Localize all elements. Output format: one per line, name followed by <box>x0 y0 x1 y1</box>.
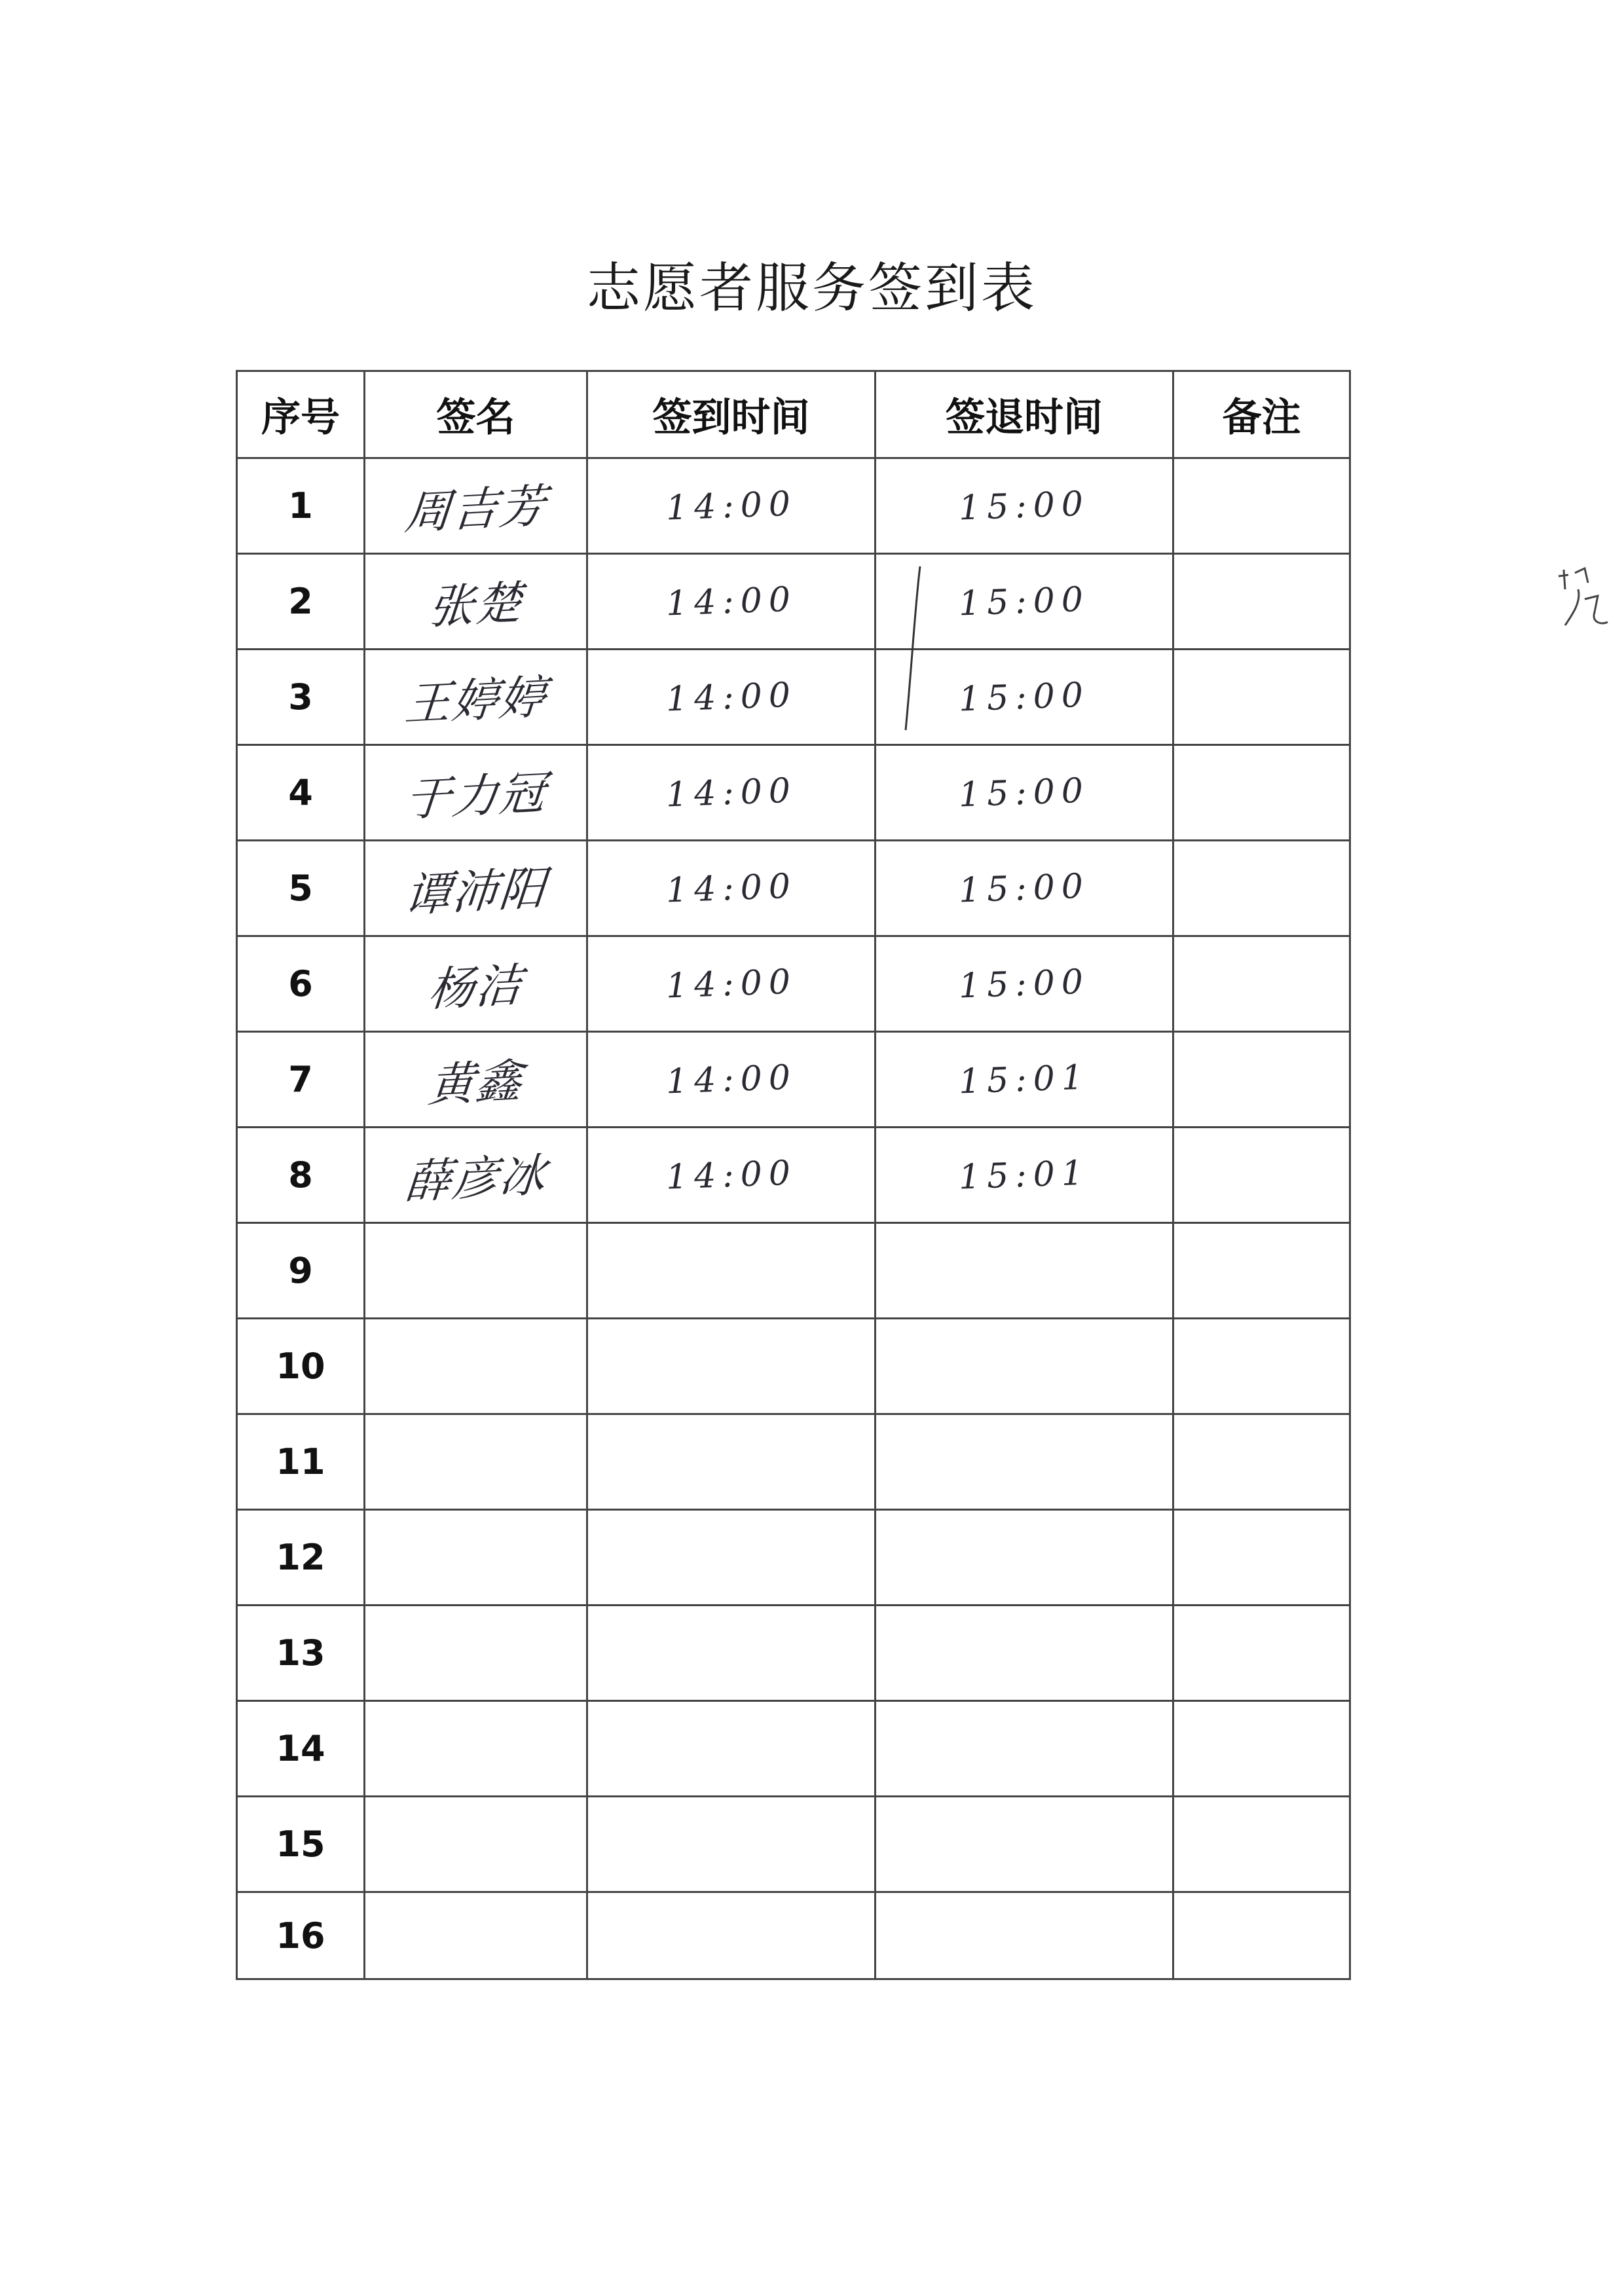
sign-in-time-cell <box>587 554 876 650</box>
handwritten-signature: 王婷婷 <box>402 670 549 731</box>
handwritten-sign-out-time: 15:01 <box>958 1057 1090 1101</box>
table-row <box>237 1701 1350 1797</box>
sign-in-time-cell <box>587 1797 876 1892</box>
handwritten-sign-in-time: 14:00 <box>665 866 798 910</box>
sign-out-time-cell <box>876 1701 1173 1797</box>
sign-out-time-cell <box>876 458 1173 554</box>
pen-stroke-mark <box>900 563 927 733</box>
row-index-cell: 10 <box>237 1319 365 1414</box>
sign-in-time-cell <box>587 1319 876 1414</box>
sign-out-time-cell <box>876 1223 1173 1319</box>
row-index-cell: 6 <box>237 936 365 1032</box>
table-row <box>237 1128 1350 1223</box>
sign-out-time-cell <box>876 1414 1173 1510</box>
sign-out-time-cell <box>876 1606 1173 1701</box>
handwritten-sign-in-time: 14:00 <box>665 1057 798 1101</box>
table-header-row <box>237 371 1350 458</box>
handwritten-sign-out-time: 15:00 <box>958 579 1090 623</box>
page-title: 志愿者服务签到表 <box>586 257 1037 320</box>
sign-in-time-cell <box>587 1606 876 1701</box>
handwritten-signature: 杨洁 <box>426 958 525 1018</box>
sign-in-time-cell <box>587 1223 876 1319</box>
sign-out-time-cell <box>876 1128 1173 1223</box>
header-index: 序号 <box>237 371 365 458</box>
table-row <box>237 936 1350 1032</box>
table-row <box>237 1414 1350 1510</box>
row-index-cell: 15 <box>237 1797 365 1892</box>
row-index-cell: 9 <box>237 1223 365 1319</box>
table-row <box>237 1510 1350 1606</box>
sign-in-time-cell <box>587 1892 876 1979</box>
remark-cell <box>1173 1128 1350 1223</box>
remark-cell <box>1173 841 1350 936</box>
table-row <box>237 1032 1350 1128</box>
handwritten-signature: 张楚 <box>426 576 525 635</box>
signature-cell <box>365 1892 587 1979</box>
remark-cell <box>1173 745 1350 841</box>
table-row <box>237 554 1350 650</box>
sign-out-time-cell <box>876 1797 1173 1892</box>
table-row <box>237 1319 1350 1414</box>
remark-cell <box>1173 1319 1350 1414</box>
sign-out-time-cell <box>876 1319 1173 1414</box>
signature-cell <box>365 1510 587 1606</box>
row-index-cell: 14 <box>237 1701 365 1797</box>
table-row <box>237 650 1350 745</box>
signature-cell <box>365 745 587 841</box>
sign-in-time-cell <box>587 936 876 1032</box>
signature-cell <box>365 1414 587 1510</box>
row-index-cell: 1 <box>237 458 365 554</box>
signature-cell <box>365 1032 587 1128</box>
remark-cell <box>1173 1701 1350 1797</box>
row-index-cell: 16 <box>237 1892 365 1979</box>
row-index-cell: 11 <box>237 1414 365 1510</box>
signature-cell <box>365 1606 587 1701</box>
table-row <box>237 458 1350 554</box>
table-row <box>237 745 1350 841</box>
handwritten-sign-in-time: 14:00 <box>665 771 798 815</box>
handwritten-sign-in-time: 14:00 <box>665 962 798 1006</box>
sign-in-time-cell <box>587 1128 876 1223</box>
table-row <box>237 1892 1350 1979</box>
handwritten-signature: 薛彦冰 <box>402 1148 549 1209</box>
row-index-cell: 2 <box>237 554 365 650</box>
signature-cell <box>365 554 587 650</box>
signature-cell <box>365 650 587 745</box>
handwritten-sign-out-time: 15:01 <box>958 1153 1090 1197</box>
sign-out-time-cell <box>876 1510 1173 1606</box>
row-index-cell: 8 <box>237 1128 365 1223</box>
header-signature: 签名 <box>365 371 587 458</box>
signature-cell <box>365 841 587 936</box>
sign-in-time-cell <box>587 458 876 554</box>
row-index-cell: 4 <box>237 745 365 841</box>
handwritten-sign-out-time: 15:00 <box>958 962 1090 1006</box>
handwritten-sign-out-time: 15:00 <box>958 866 1090 910</box>
sign-out-time-cell <box>876 1892 1173 1979</box>
handwritten-sign-in-time: 14:00 <box>665 579 798 623</box>
sign-in-time-cell <box>587 1032 876 1128</box>
table-row <box>237 1606 1350 1701</box>
table-row <box>237 1797 1350 1892</box>
remark-cell <box>1173 1223 1350 1319</box>
sign-in-time-cell <box>587 650 876 745</box>
signature-cell <box>365 1319 587 1414</box>
row-index-cell: 13 <box>237 1606 365 1701</box>
signature-cell <box>365 1797 587 1892</box>
remark-cell <box>1173 1510 1350 1606</box>
row-index-cell: 5 <box>237 841 365 936</box>
remark-cell <box>1173 554 1350 650</box>
sign-in-time-cell <box>587 841 876 936</box>
margin-scribble-mark <box>1552 563 1611 635</box>
sign-out-time-cell <box>876 1032 1173 1128</box>
sign-in-time-cell <box>587 1414 876 1510</box>
sign-in-table <box>236 370 1351 1980</box>
sign-in-time-cell <box>587 1510 876 1606</box>
handwritten-signature: 于力冠 <box>402 765 549 827</box>
remark-cell <box>1173 650 1350 745</box>
remark-cell <box>1173 1892 1350 1979</box>
remark-cell <box>1173 1606 1350 1701</box>
handwritten-signature: 周吉芳 <box>402 479 549 540</box>
signature-cell <box>365 936 587 1032</box>
handwritten-sign-in-time: 14:00 <box>665 1153 798 1197</box>
remark-cell <box>1173 458 1350 554</box>
remark-cell <box>1173 1032 1350 1128</box>
sign-out-time-cell <box>876 745 1173 841</box>
sign-out-time-cell <box>876 936 1173 1032</box>
signature-cell <box>365 1701 587 1797</box>
sign-in-time-cell <box>587 745 876 841</box>
remark-cell <box>1173 936 1350 1032</box>
handwritten-sign-in-time: 14:00 <box>665 484 798 528</box>
handwritten-signature: 黄鑫 <box>426 1054 525 1113</box>
table-row <box>237 1223 1350 1319</box>
sign-out-time-cell <box>876 841 1173 936</box>
sign-in-time-cell <box>587 1701 876 1797</box>
handwritten-sign-out-time: 15:00 <box>958 675 1090 719</box>
handwritten-sign-in-time: 14:00 <box>665 675 798 719</box>
row-index-cell: 12 <box>237 1510 365 1606</box>
handwritten-sign-out-time: 15:00 <box>958 771 1090 815</box>
remark-cell <box>1173 1414 1350 1510</box>
header-sign-in-time: 签到时间 <box>587 371 876 458</box>
signature-cell <box>365 1223 587 1319</box>
table-row <box>237 841 1350 936</box>
row-index-cell: 3 <box>237 650 365 745</box>
handwritten-sign-out-time: 15:00 <box>958 484 1090 528</box>
signature-cell <box>365 458 587 554</box>
signature-cell <box>365 1128 587 1223</box>
handwritten-signature: 谭沛阳 <box>402 861 549 923</box>
remark-cell <box>1173 1797 1350 1892</box>
header-sign-out-time: 签退时间 <box>876 371 1173 458</box>
header-remark: 备注 <box>1173 371 1350 458</box>
row-index-cell: 7 <box>237 1032 365 1128</box>
